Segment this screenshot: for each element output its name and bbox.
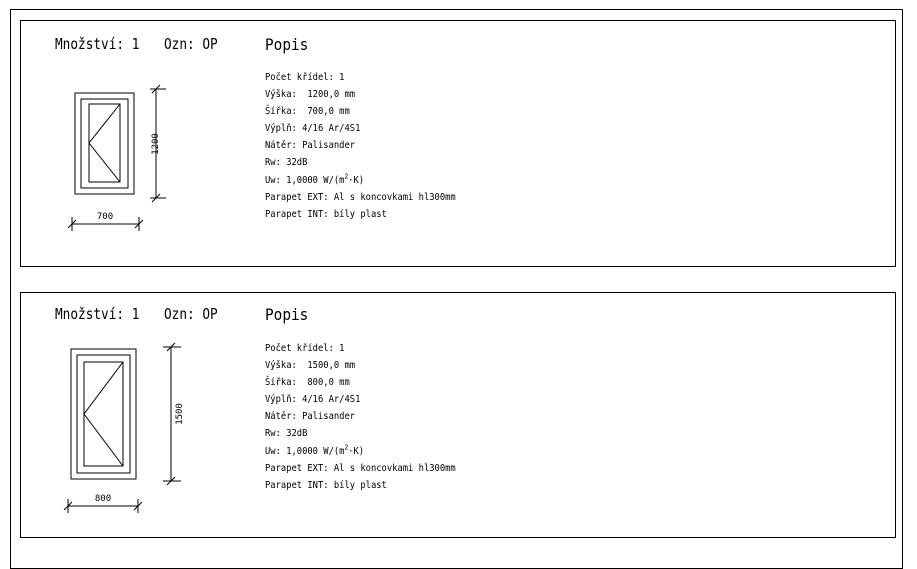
prop-wings: Počet křídel: 1: [265, 72, 345, 83]
prop-glazing: Výplň: 4/16 Ar/4S1: [265, 123, 361, 135]
window-sash-frame: [77, 355, 130, 473]
quantity-value: 1: [131, 35, 140, 53]
window-elevation-drawing: [57, 343, 197, 543]
prop-sill-ext: Parapet EXT: Al s koncovkami hl300mm: [265, 462, 456, 474]
code-value: OP: [202, 305, 218, 323]
code-label: Ozn: OP: [164, 305, 218, 323]
width-dimension-text: 700: [96, 212, 114, 222]
code-value: OP: [202, 35, 218, 53]
description-title: Popis: [265, 35, 309, 54]
prop-width: Šířka: 800,0 mm: [265, 377, 350, 389]
window-card-2: [20, 292, 896, 538]
quantity-label: Množství: 1: [55, 305, 140, 323]
window-outer-frame: [71, 349, 136, 479]
prop-finish: Nátěr: Palisander: [265, 140, 356, 152]
prop-finish: Nátěr: Palisander: [265, 411, 356, 423]
description-title: Popis: [265, 305, 309, 324]
prop-glazing: Výplň: 4/16 Ar/4S1: [265, 394, 361, 406]
description-list: [265, 340, 482, 494]
height-dimension-text: 1200: [151, 133, 161, 155]
height-dimension-text: 1500: [175, 403, 185, 425]
opening-direction-lines: [84, 362, 123, 466]
prop-sill-ext: Parapet EXT: Al s koncovkami hl300mm: [265, 191, 456, 203]
prop-rw: Rw: 32dB: [265, 157, 308, 169]
prop-sill-int: Parapet INT: bíly plast: [265, 479, 387, 491]
window-card-1: [20, 20, 896, 267]
prop-sill-int: Parapet INT: bíly plast: [265, 208, 387, 220]
width-dimension-text: 800: [94, 494, 112, 504]
code-label: Ozn: OP: [164, 35, 218, 53]
description-list: [265, 69, 482, 223]
window-glass: [84, 362, 123, 466]
opening-direction-lines: [89, 104, 120, 182]
prop-height: Výška: 1200,0 mm: [265, 89, 356, 101]
prop-width: Šířka: 700,0 mm: [265, 106, 350, 118]
window-sash-frame: [81, 99, 128, 188]
quantity-value: 1: [131, 305, 140, 323]
prop-uw: Uw: 1,0000 $W/(m^2\cdot K)$: [265, 172, 365, 186]
prop-height: Výška: 1500,0 mm: [265, 360, 356, 372]
prop-uw: Uw: 1,0000 $W/(m^2\cdot K)$: [265, 443, 365, 457]
window-outer-frame: [75, 93, 134, 194]
prop-rw: Rw: 32dB: [265, 428, 308, 440]
quantity-label: Množství: 1: [55, 35, 140, 53]
window-glass: [89, 104, 120, 182]
prop-wings: Počet křídel: 1: [265, 343, 345, 354]
window-elevation-drawing: [61, 81, 191, 241]
